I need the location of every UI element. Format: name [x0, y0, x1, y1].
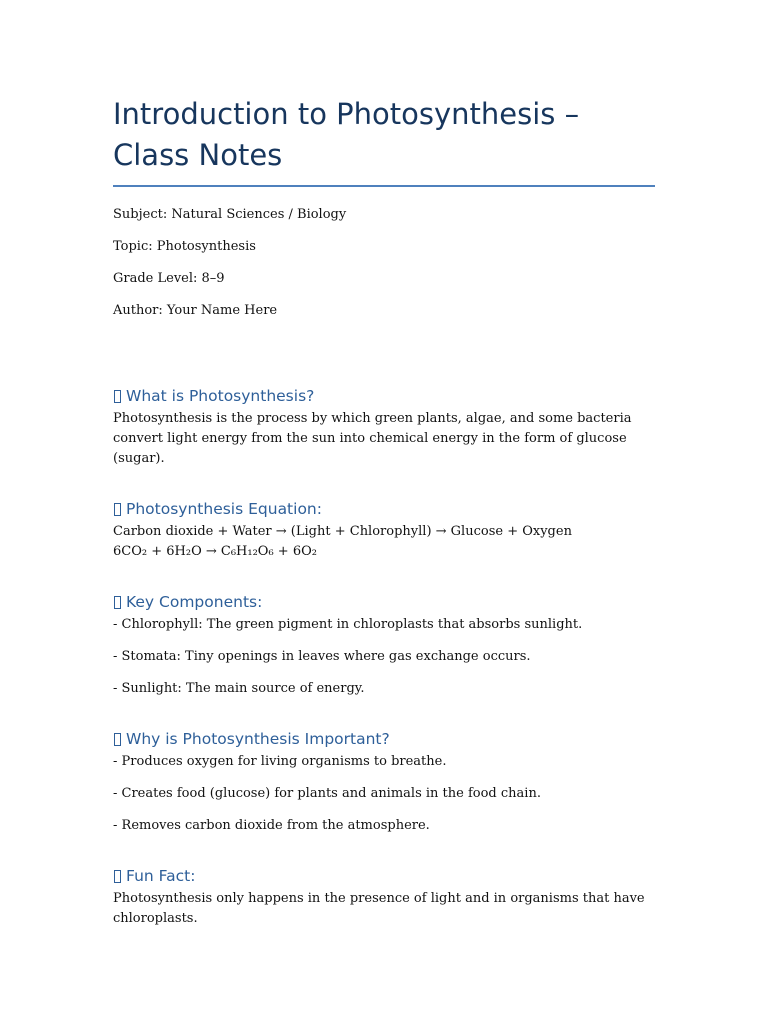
section-heading: [113, 592, 655, 612]
section-why-important: [113, 729, 655, 836]
section-heading-text: Key Components:: [126, 593, 263, 611]
list-item: - Stomata: Tiny openings in leaves where gas exchange occurs.: [113, 649, 531, 664]
meta-grade-level: Grade Level: 8–9: [113, 271, 225, 286]
section-heading-text: Photosynthesis Equation:: [126, 500, 322, 518]
missing-glyph-icon: [114, 503, 121, 516]
section-heading: [113, 386, 655, 406]
section-heading-text: Fun Fact:: [126, 867, 196, 885]
section-heading-text: What is Photosynthesis?: [126, 387, 315, 405]
section-key-components: [113, 592, 655, 699]
section-heading: [113, 499, 655, 519]
list-item: - Removes carbon dioxide from the atmosphere.: [113, 818, 430, 833]
missing-glyph-icon: [114, 390, 121, 403]
section-heading: [113, 866, 655, 886]
section-fun-fact: [113, 866, 655, 929]
section-heading: [113, 729, 655, 749]
missing-glyph-icon: [114, 596, 121, 609]
missing-glyph-icon: [114, 870, 121, 883]
meta-author: Author: Your Name Here: [113, 303, 278, 318]
list-item: - Chlorophyll: The green pigment in chloroplasts that absorbs sunlight.: [113, 617, 583, 632]
equation-word-line: Carbon dioxide + Water → (Light + Chlorophyll) → Glucose + Oxygen: [113, 524, 572, 539]
equation-chemical-line: 6CO₂ + 6H₂O → C₆H₁₂O₆ + 6O₂: [113, 544, 317, 559]
meta-subject: Subject: Natural Sciences / Biology: [113, 207, 347, 222]
document-title: Introduction to Photosynthesis – Class Notes: [113, 94, 655, 187]
list-item: - Creates food (glucose) for plants and animals in the food chain.: [113, 786, 541, 801]
meta-topic: Topic: Photosynthesis: [113, 239, 256, 254]
section-paragraph: Photosynthesis only happens in the presence of light and in organisms that have chloroplasts.: [113, 891, 645, 926]
list-item: - Sunlight: The main source of energy.: [113, 681, 365, 696]
section-heading-text: Why is Photosynthesis Important?: [126, 730, 390, 748]
missing-glyph-icon: [114, 733, 121, 746]
section-photosynthesis-equation: [113, 499, 655, 562]
list-item: - Produces oxygen for living organisms to breathe.: [113, 754, 447, 769]
section-what-is-photosynthesis: [113, 386, 655, 469]
section-paragraph: Photosynthesis is the process by which green plants, algae, and some bacteria convert light energy from the sun into chemical energy in the form of glucose (sugar).: [113, 411, 632, 466]
document-page: [113, 94, 655, 929]
